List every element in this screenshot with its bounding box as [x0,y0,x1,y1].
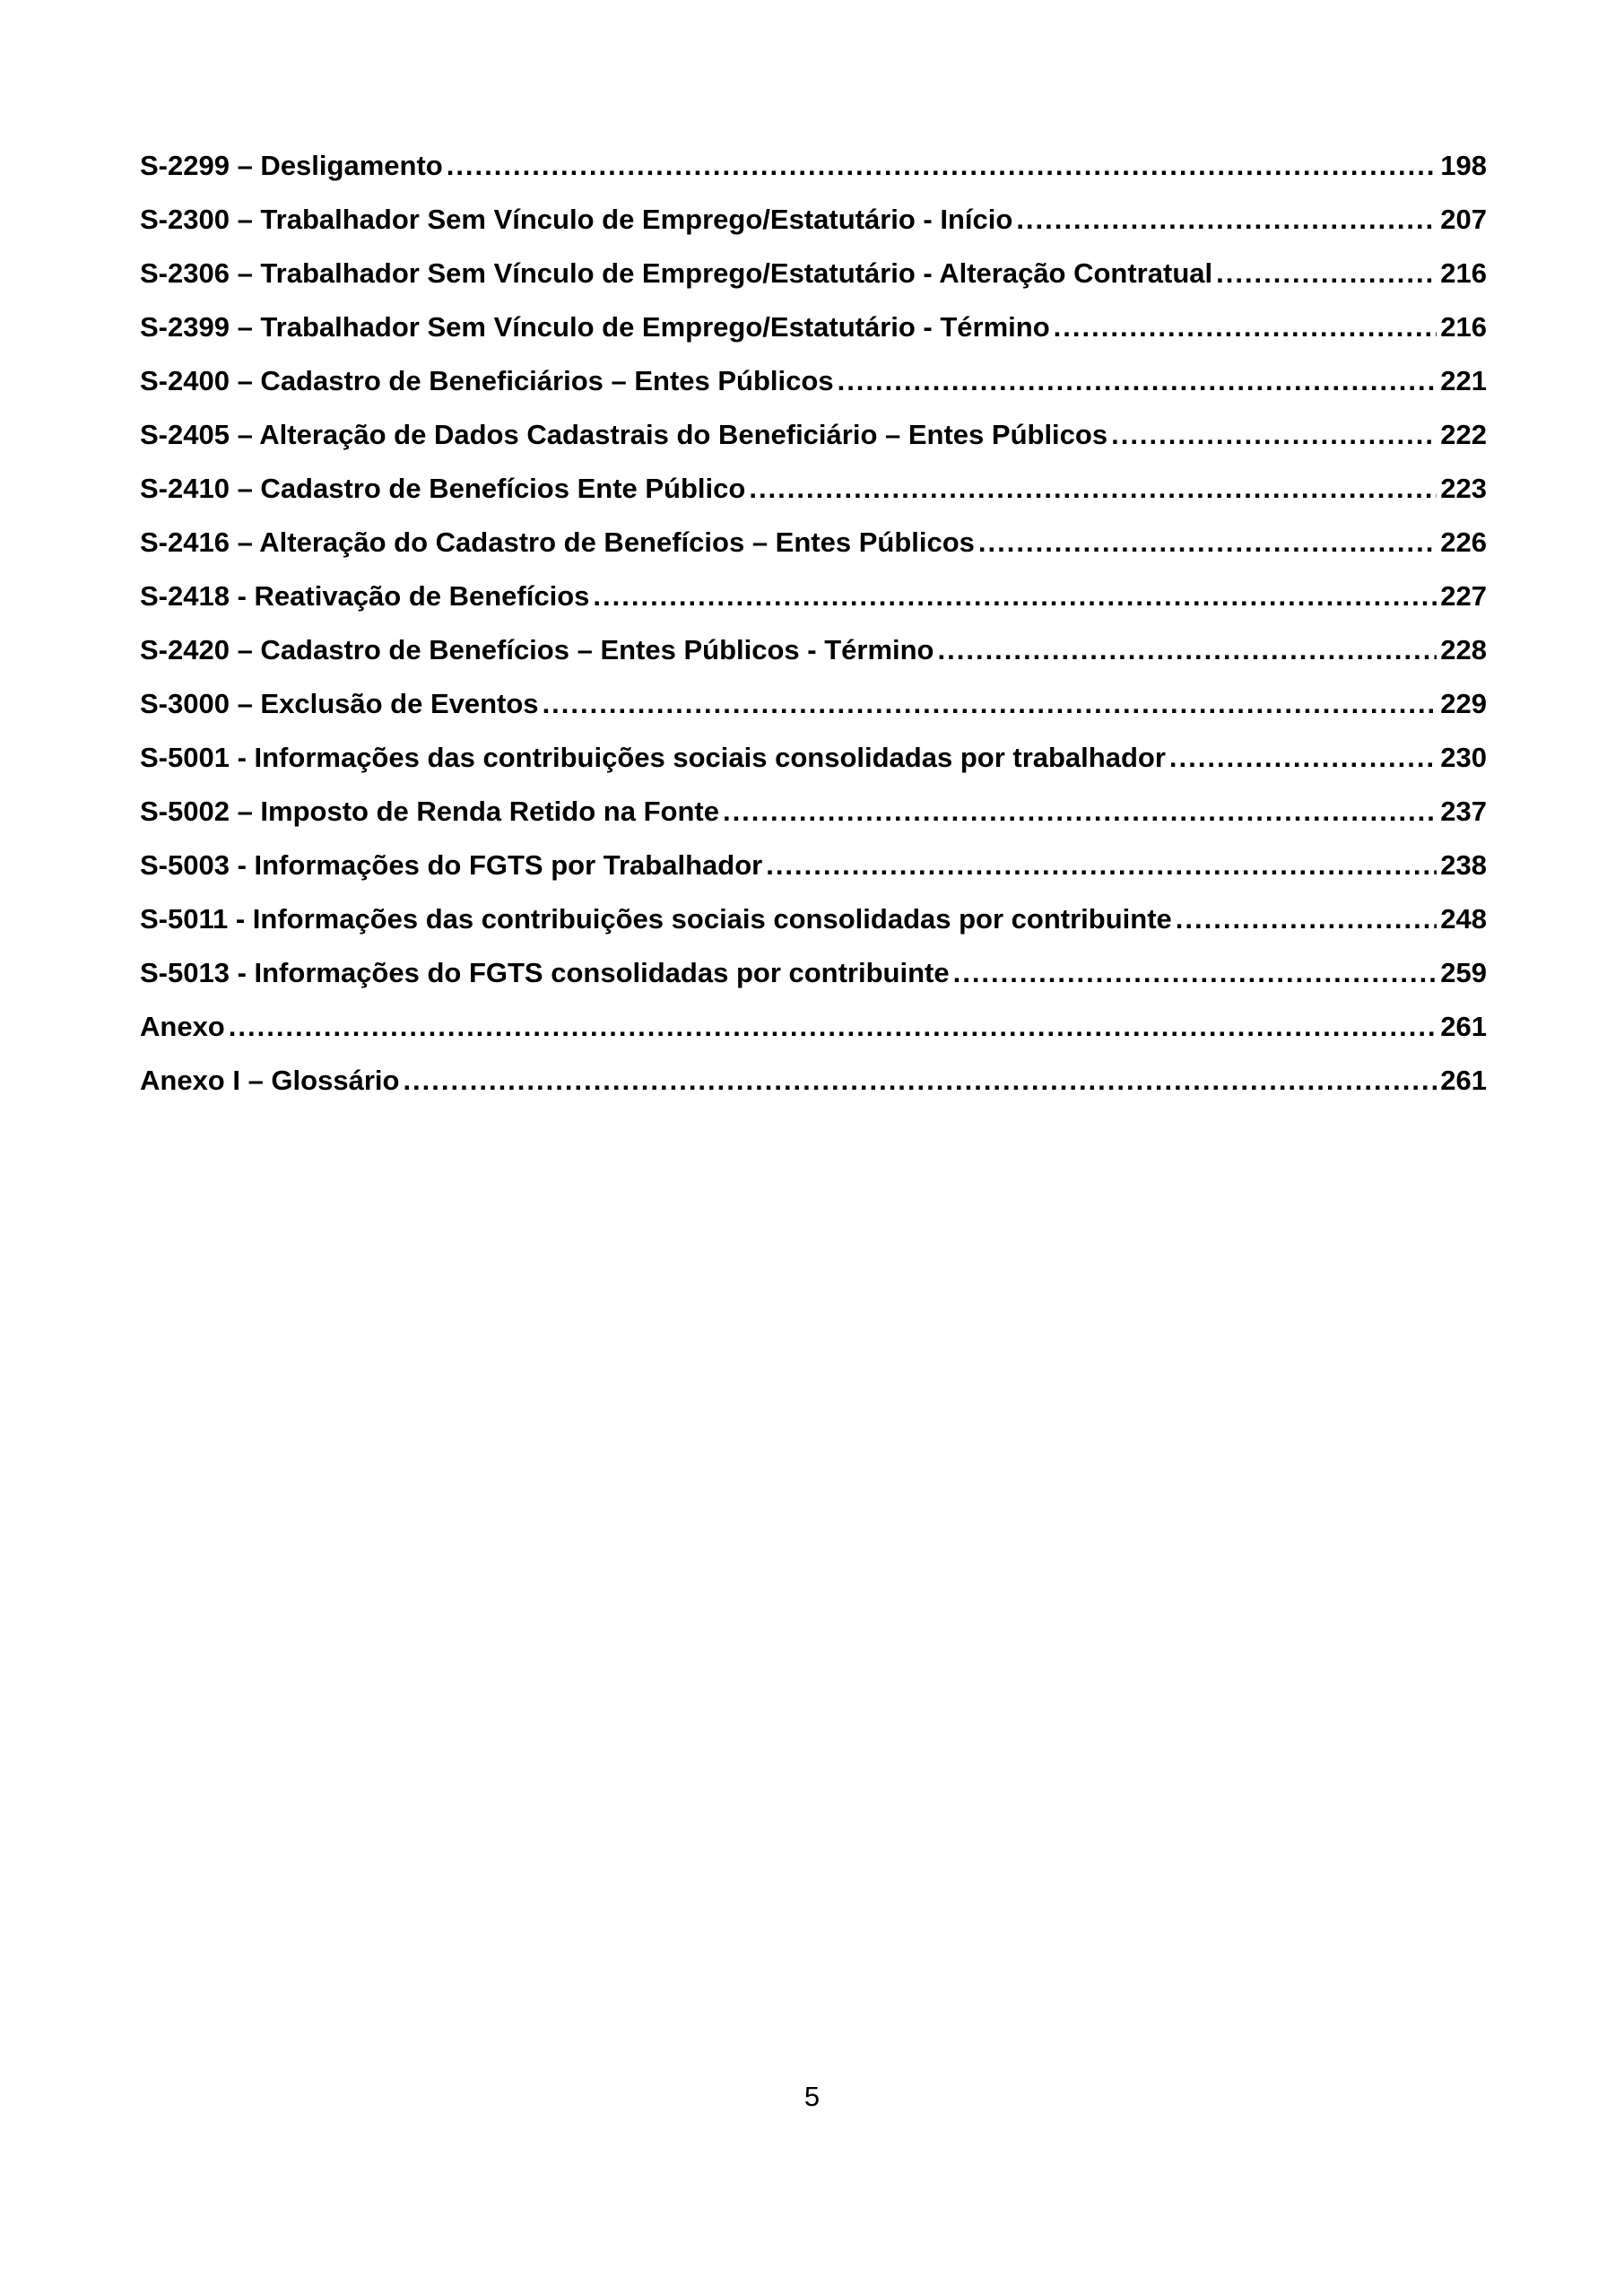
toc-dot-leader [766,843,1437,888]
toc-entry[interactable] [140,359,1487,413]
toc-entry-title[interactable]: S-5003 - Informações do FGTS por Trabalhador [140,849,763,881]
toc-dot-leader [953,951,1437,996]
toc-dot-leader [1169,735,1437,780]
toc-entry-page[interactable]: 207 [1440,204,1487,235]
toc-entry[interactable] [140,789,1487,843]
toc-dot-leader [1216,251,1437,296]
toc-entry-page[interactable]: 198 [1440,150,1487,181]
toc-dot-leader [447,144,1437,188]
toc-dot-leader [403,1058,1437,1103]
toc-dot-leader [838,359,1437,404]
toc-entry-page[interactable]: 216 [1440,257,1487,289]
toc-entry[interactable] [140,251,1487,305]
toc-entry-page[interactable]: 226 [1440,526,1487,558]
toc-entry[interactable] [140,574,1487,628]
toc-entry-title[interactable]: S-2299 – Desligamento [140,150,443,181]
toc-dot-leader [1176,897,1437,942]
toc-dot-leader [1054,305,1437,350]
toc-dot-leader [593,574,1437,619]
toc-dot-leader [1111,413,1437,457]
toc-dot-leader [978,520,1437,565]
toc-dot-leader [1016,197,1437,242]
toc-entry-page[interactable]: 238 [1440,849,1487,881]
toc-entry[interactable] [140,843,1487,897]
toc-entry-page[interactable]: 222 [1440,419,1487,450]
toc-entry[interactable] [140,1004,1487,1058]
toc-entry-title[interactable]: S-2416 – Alteração do Cadastro de Benefícios – Entes Públicos [140,526,975,558]
toc-entry-title[interactable]: S-2405 – Alteração de Dados Cadastrais do Beneficiário – Entes Públicos [140,419,1108,450]
toc-entry-page[interactable]: 221 [1440,365,1487,396]
toc-entry[interactable] [140,735,1487,789]
toc-entry[interactable] [140,520,1487,574]
page-number: 5 [803,2081,821,2112]
toc-entry-title[interactable]: S-2420 – Cadastro de Benefícios – Entes Públicos - Término [140,634,934,665]
toc-entry-title[interactable]: S-2300 – Trabalhador Sem Vínculo de Emprego/Estatutário - Início [140,204,1013,235]
toc-entry-page[interactable]: 227 [1440,580,1487,612]
toc-entry-title[interactable]: S-2306 – Trabalhador Sem Vínculo de Emprego/Estatutário - Alteração Contratual [140,257,1213,289]
toc-entry[interactable] [140,628,1487,682]
toc-entry[interactable] [140,682,1487,735]
toc-entry-page[interactable]: 261 [1440,1065,1487,1096]
table-of-contents [140,144,1487,1112]
toc-entry-title[interactable]: S-2418 - Reativação de Benefícios [140,580,590,612]
toc-entry[interactable] [140,466,1487,520]
toc-entry-title[interactable]: S-5011 - Informações das contribuições sociais consolidadas por contribuinte [140,903,1172,935]
toc-entry-page[interactable]: 223 [1440,473,1487,504]
toc-entry-page[interactable]: 229 [1440,688,1487,719]
toc-entry[interactable] [140,1058,1487,1112]
toc-dot-leader [938,628,1437,673]
toc-dot-leader [723,789,1437,834]
toc-dot-leader [543,682,1437,726]
toc-entry-page[interactable]: 228 [1440,634,1487,665]
toc-entry-title[interactable]: S-2400 – Cadastro de Beneficiários – Entes Públicos [140,365,834,396]
toc-entry-page[interactable]: 259 [1440,957,1487,988]
toc-entry[interactable] [140,413,1487,466]
toc-dot-leader [749,466,1437,511]
toc-entry[interactable] [140,897,1487,951]
toc-entry-page[interactable]: 261 [1440,1011,1487,1042]
toc-entry[interactable] [140,144,1487,197]
toc-entry-page[interactable]: 248 [1440,903,1487,935]
toc-entry-title[interactable]: S-2399 – Trabalhador Sem Vínculo de Emprego/Estatutário - Término [140,311,1050,343]
toc-entry-title[interactable]: S-5013 - Informações do FGTS consolidadas por contribuinte [140,957,950,988]
toc-entry-title[interactable]: Anexo I – Glossário [140,1065,400,1096]
toc-entry[interactable] [140,305,1487,359]
toc-entry-title[interactable]: S-5002 – Imposto de Renda Retido na Fonte [140,796,719,827]
toc-entry-title[interactable]: Anexo [140,1011,225,1042]
toc-entry[interactable] [140,197,1487,251]
toc-entry-title[interactable]: S-3000 – Exclusão de Eventos [140,688,539,719]
toc-entry[interactable] [140,951,1487,1004]
toc-entry-page[interactable]: 216 [1440,311,1487,343]
toc-entry-title[interactable]: S-5001 - Informações das contribuições sociais consolidadas por trabalhador [140,742,1166,773]
toc-entry-page[interactable]: 237 [1440,796,1487,827]
toc-dot-leader [229,1004,1437,1049]
toc-entry-page[interactable]: 230 [1440,742,1487,773]
toc-entry-title[interactable]: S-2410 – Cadastro de Benefícios Ente Público [140,473,746,504]
